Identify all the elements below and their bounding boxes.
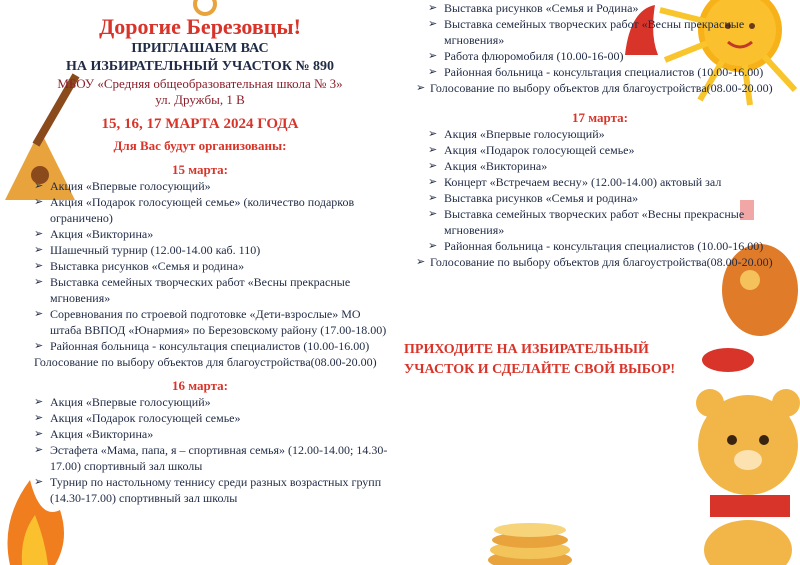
list-item: ➢ Выставка рисунков «Семья и Родина»	[428, 0, 778, 16]
list-item: ➢ Выставка семейных творческих работ «Весны прекрасные мгновения»	[428, 206, 778, 238]
invite-line: ПРИГЛАШАЕМ ВАС	[131, 41, 269, 56]
address-line: ул. Дружбы, 1 В	[155, 92, 245, 107]
day16-title: 16 марта:	[172, 378, 228, 393]
vote-text: Голосование по выбору объектов для благоустройства(08.00-20.00)	[430, 255, 773, 269]
list-item: ➢ Акция «Викторина»	[34, 426, 394, 442]
school-name: МБОУ «Средняя общеобразовательная школа № 3»	[57, 76, 343, 91]
organized-heading: Для Вас будут организованы:	[113, 138, 287, 153]
list-item: ➢ Акция «Впервые голосующий»	[428, 126, 778, 142]
day16-list	[34, 394, 394, 506]
day15-title: 15 марта:	[172, 162, 228, 177]
list-item: ➢ Выставка семейных творческих работ «Весны прекрасные мгновения»	[34, 274, 394, 306]
list-item: ➢ Выставка семейных творческих работ «Весны прекрасные мгновения»	[428, 16, 778, 48]
list-item: ➢ Акция «Впервые голосующий»	[34, 394, 394, 410]
event-dates: 15, 16, 17 МАРТА 2024 ГОДА	[101, 116, 299, 132]
arrow-icon: ➢	[416, 81, 426, 94]
station-line: НА ИЗБИРАТЕЛЬНЫЙ УЧАСТОК № 890	[65, 59, 335, 74]
list-item: ➢ Акция «Подарок голосующей семье»	[34, 410, 394, 426]
list-item: ➢ Акция «Впервые голосующий»	[34, 178, 394, 194]
arrow-icon: ➢	[416, 255, 426, 268]
greeting-title: Дорогие Березовцы!	[99, 14, 301, 39]
day17-list	[428, 126, 778, 254]
list-item: ➢ Акция «Подарок голосующей семье»	[428, 142, 778, 158]
vote-text: Голосование по выбору объектов для благоустройства(08.00-20.00)	[430, 81, 773, 95]
call-line-2: УЧАСТОК И СДЕЛАЙТЕ СВОЙ ВЫБОР!	[404, 362, 676, 377]
list-item: ➢ Акция «Подарок голосующей семье» (количество подарков ограничено)	[34, 194, 394, 226]
list-item: ➢ Концерт «Встречаем весну» (12.00-14.00) актовый зал	[428, 174, 778, 190]
bear-illustration	[690, 385, 800, 565]
list-item: ➢ Турнир по настольному теннису среди разных возрастных групп (14.30-17.00) спортивный зал школы	[34, 474, 394, 506]
day17-title: 17 марта:	[572, 110, 628, 125]
list-item: ➢ Районная больница - консультация специалистов (10.00-16.00)	[428, 64, 778, 80]
day15-vote: Голосование по выбору объектов для благоустройства(08.00-20.00)	[34, 355, 377, 369]
list-item: ➢ Выставка рисунков «Семья и родина»	[34, 258, 394, 274]
day17-vote	[416, 254, 800, 270]
right-column	[400, 0, 800, 270]
list-item: ➢ Районная больница - консультация специалистов (10.00-16.00)	[428, 238, 778, 254]
day16-list-continued	[428, 0, 778, 80]
day15-list	[34, 178, 394, 354]
call-line-1: ПРИХОДИТЕ НА ИЗБИРАТЕЛЬНЫЙ	[404, 342, 649, 357]
list-item: ➢ Эстафета «Мама, папа, я – спортивная семья» (12.00-14.00; 14.30-17.00) спортивный зал школы	[34, 442, 394, 474]
list-item: ➢ Выставка рисунков «Семья и родина»	[428, 190, 778, 206]
day16-vote	[416, 80, 800, 96]
left-column	[0, 14, 410, 506]
pancakes-illustration	[480, 510, 580, 565]
list-item: ➢ Районная больница - консультация специалистов (10.00-16.00)	[34, 338, 394, 354]
list-item: ➢ Соревнования по строевой подготовке «Дети-взрослые» МО штаба ВВПОД «Юнармия» по Березовскому району (17.00-18.00)	[34, 306, 394, 338]
list-item: ➢ Акция «Викторина»	[34, 226, 394, 242]
call-to-action	[404, 340, 714, 380]
list-item: ➢ Акция «Викторина»	[428, 158, 778, 174]
list-item: ➢ Работа флюромобиля (10.00-16-00)	[428, 48, 778, 64]
list-item: ➢ Шашечный турнир (12.00-14.00 каб. 110)	[34, 242, 394, 258]
